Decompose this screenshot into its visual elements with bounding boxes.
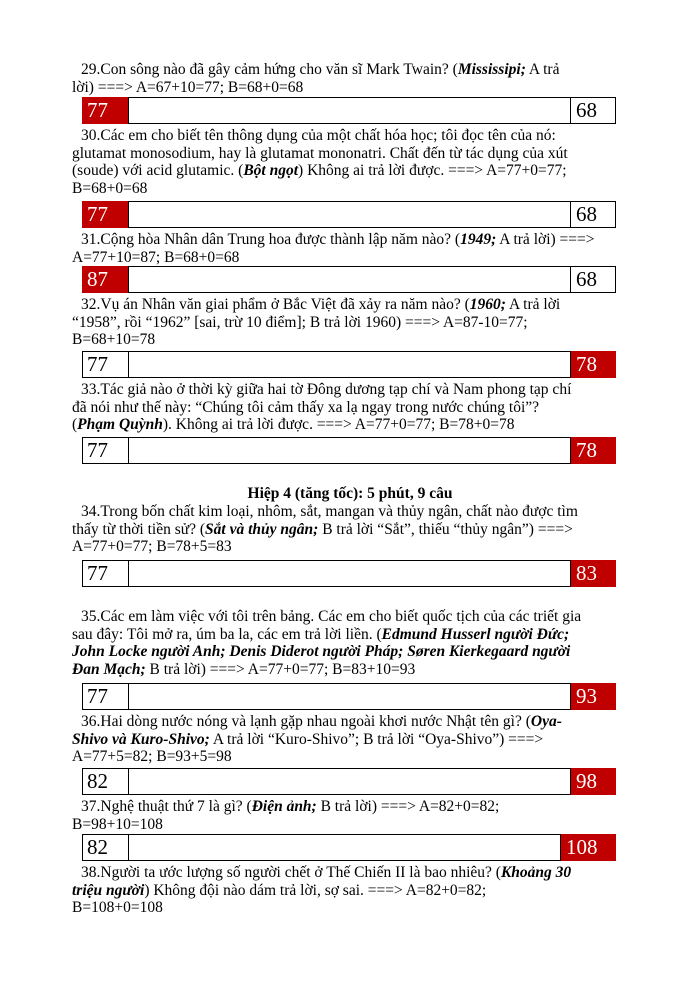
score-bar [82, 437, 616, 464]
team-b-score: 68 [570, 201, 616, 228]
team-a-score: 82 [82, 768, 129, 795]
score-bar [82, 351, 616, 378]
team-b-score: 78 [570, 351, 616, 378]
score-bar [82, 266, 616, 293]
score-bar [82, 683, 616, 710]
question-34: 34.Trong bốn chất kim loại, nhôm, sắt, mangan và thủy ngân, chất nào được tìm thấy từ thời tiền sử? (Sắt và thủy ngân; B trả lời “Sắt”, thiếu “thủy ngân”) ===> A=77+0=77; B=78+5=83 [72, 503, 578, 556]
team-b-score: 68 [570, 266, 616, 293]
question-31: 31.Cộng hòa Nhân dân Trung hoa được thành lập năm nào? (1949; A trả lời) ===> A=77+10=87; B=68+0=68 [72, 231, 595, 266]
team-a-score: 77 [82, 201, 129, 228]
question-36: 36.Hai dòng nước nóng và lạnh gặp nhau ngoài khơi nước Nhật tên gì? (Oya- Shivo và Kuro-Shivo; A trả lời “Kuro-Shivo”; B trả lời “Oya-Shivo”) ===> A=77+5=82; B=93+5=98 [72, 713, 562, 766]
team-a-score: 77 [82, 437, 129, 464]
score-bar [82, 560, 616, 587]
score-bar [82, 768, 616, 795]
team-b-score: 78 [570, 437, 616, 464]
team-b-score: 83 [570, 560, 616, 587]
question-29: 29.Con sông nào đã gây cảm hứng cho văn sĩ Mark Twain? (Mississipi; A trả lời) ===> A=67+10=77; B=68+0=68 [72, 61, 560, 96]
team-b-score: 108 [560, 834, 616, 861]
team-a-score: 77 [82, 351, 129, 378]
question-35: 35.Các em làm việc với tôi trên bảng. Các em cho biết quốc tịch của các triết gia sau đây: Tôi mở ra, úm ba la, các em trả lời liền. (Edmund Husserl người Đức; John Locke người Anh; Denis Diderot người Pháp; Søren Kierkegaard người Đan Mạch; B trả lời) ===> A=77+0=77; B=83+10=93 [72, 608, 582, 678]
question-38: 38.Người ta ước lượng số người chết ở Thế Chiến II là bao nhiêu? (Khoảng 30 triệu người) Không đội nào dám trả lời, sợ sai. ===> A=82+0=82; B=108+0=108 [72, 864, 572, 917]
score-bar [82, 834, 616, 861]
score-bar [82, 97, 616, 124]
question-30: 30.Các em cho biết tên thông dụng của một chất hóa học; tôi đọc tên của nó: glutamat monosodium, hay là glutamat mononatri. Chất đến từ tác dụng của xút (soude) với acid glutamic. (Bột ngọt) Không ai trả lời được. ===> A=77+0=77; B=68+0=68 [72, 127, 568, 197]
team-a-score: 87 [82, 266, 129, 293]
team-b-score: 93 [570, 683, 616, 710]
team-b-score: 68 [570, 97, 616, 124]
question-37: 37.Nghệ thuật thứ 7 là gì? (Điện ảnh; B trả lời) ===> A=82+0=82; B=98+10=108 [72, 798, 500, 833]
team-a-score: 77 [82, 683, 129, 710]
section-heading: Hiệp 4 (tăng tốc): 5 phút, 9 câu [247, 485, 453, 502]
score-bar [82, 201, 616, 228]
team-a-score: 82 [82, 834, 129, 861]
team-a-score: 77 [82, 560, 129, 587]
team-a-score: 77 [82, 97, 129, 124]
team-b-score: 98 [570, 768, 616, 795]
question-33: 33.Tác giả nào ở thời kỳ giữa hai tờ Đông dương tạp chí và Nam phong tạp chí đã nói như thế này: “Chúng tôi cảm thấy xa lạ ngay trong nước chúng tôi”? (Phạm Quỳnh). Không ai trả lời được. ===> A=77+0=77; B=78+0=78 [72, 381, 572, 434]
question-32: 32.Vụ án Nhân văn giai phẩm ở Bắc Việt đã xảy ra năm nào? (1960; A trả lời “1958”, rồi “1962” [sai, trừ 10 điểm]; B trả lời 1960) ===> A=87-10=77; B=68+10=78 [72, 296, 561, 349]
